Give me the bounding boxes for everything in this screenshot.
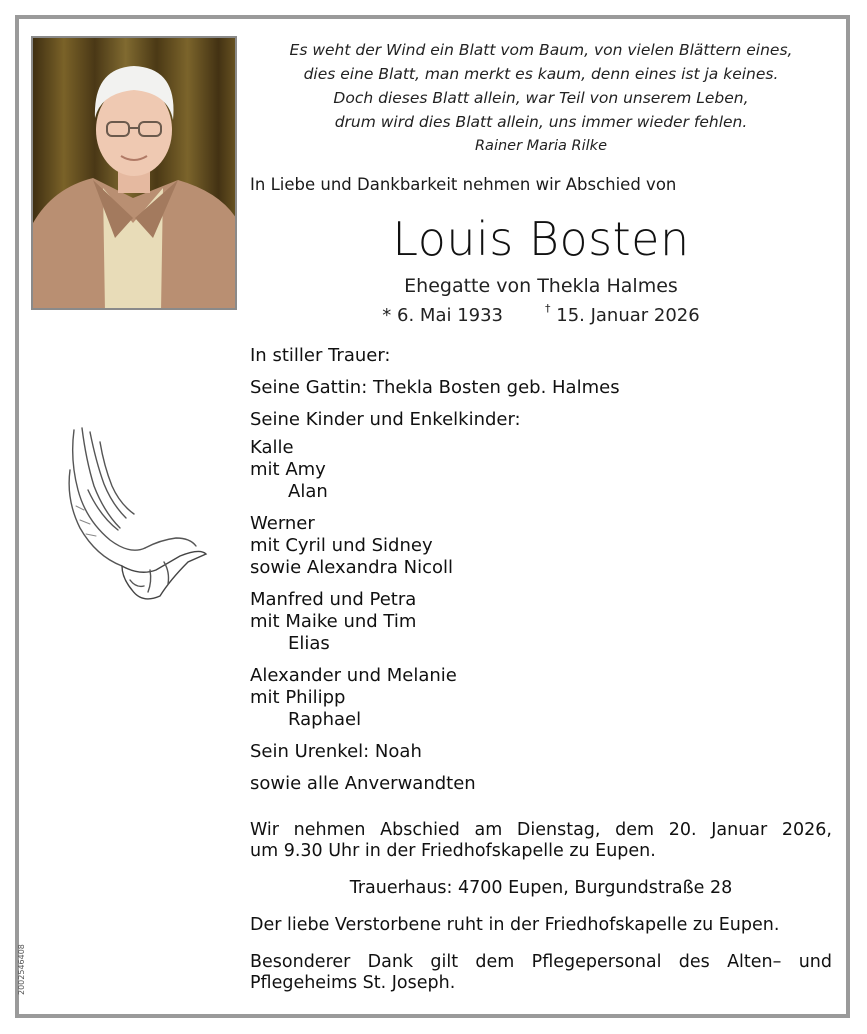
poem-line: Doch dieses Blatt allein, war Teil von unserem Leben, — [333, 89, 749, 107]
rilke-poem — [250, 38, 832, 158]
family-indented: Elias — [288, 633, 330, 654]
farewell-paragraph — [250, 820, 832, 862]
family-line: Alexander und Melanie — [250, 665, 457, 686]
birth-date: 6. Mai 1933 — [397, 305, 504, 326]
family-group — [250, 513, 832, 579]
closing-text — [250, 820, 832, 1010]
farewell-line-1: Wir nehmen Abschied am Dienstag, dem 20. Januar 2026, — [250, 820, 832, 840]
thanks-line-1: Besonderer Dank gilt dem Pflegepersonal des Alten– und — [250, 952, 832, 972]
mourners-list — [250, 345, 832, 805]
birth-symbol: * — [382, 305, 392, 326]
family-line: sowie Alexandra Nicoll — [250, 557, 454, 578]
thanks-line-2: Pflegeheims St. Joseph. — [250, 973, 456, 993]
death-date: 15. Januar 2026 — [556, 305, 700, 326]
family-indented: Alan — [288, 481, 328, 502]
ad-id: 2002546408 — [17, 944, 26, 995]
family-line: mit Maike und Tim — [250, 611, 417, 632]
children-header: Seine Kinder und Enkelkinder: — [250, 409, 521, 430]
great-grandchild-line: Sein Urenkel: Noah — [250, 741, 422, 762]
farewell-line-2: um 9.30 Uhr in der Friedhofskapelle zu Eupen. — [250, 841, 656, 861]
poem-line: dies eine Blatt, man merkt es kaum, denn eines ist ja keines. — [303, 65, 779, 83]
intro-text: In Liebe und Dankbarkeit nehmen wir Abschied von — [250, 175, 677, 194]
death-symbol: † — [545, 302, 551, 315]
family-line: Manfred und Petra — [250, 589, 417, 610]
poem-author: Rainer Maria Rilke — [474, 138, 607, 154]
family-line: mit Cyril und Sidney — [250, 535, 433, 556]
family-line: Kalle — [250, 437, 294, 458]
poem-line: drum wird dies Blatt allein, uns immer wieder fehlen. — [334, 113, 748, 131]
relatives-line: sowie alle Anverwandten — [250, 773, 476, 794]
deceased-name: Louis Bosten — [392, 212, 690, 266]
family-indented: Raphael — [288, 709, 362, 730]
thanks-paragraph — [250, 952, 832, 994]
family-group — [250, 665, 832, 731]
family-line: mit Amy — [250, 459, 326, 480]
family-group — [250, 589, 832, 655]
family-line: Werner — [250, 513, 315, 534]
praying-hands-icon — [60, 420, 210, 605]
family-line: mit Philipp — [250, 687, 346, 708]
poem-line: Es weht der Wind ein Blatt vom Baum, von vielen Blättern eines, — [289, 41, 793, 59]
spouse-of: Ehegatte von Thekla Halmes — [404, 275, 678, 297]
wife-line: Seine Gattin: Thekla Bosten geb. Halmes — [250, 377, 620, 398]
family-group — [250, 437, 832, 503]
mourning-house: Trauerhaus: 4700 Eupen, Burgundstraße 28 — [349, 878, 733, 898]
portrait-photo — [31, 36, 237, 310]
mourning-header: In stiller Trauer: — [250, 345, 391, 366]
life-dates — [250, 304, 832, 326]
resting-place: Der liebe Verstorbene ruht in der Friedhofskapelle zu Eupen. — [250, 915, 780, 935]
